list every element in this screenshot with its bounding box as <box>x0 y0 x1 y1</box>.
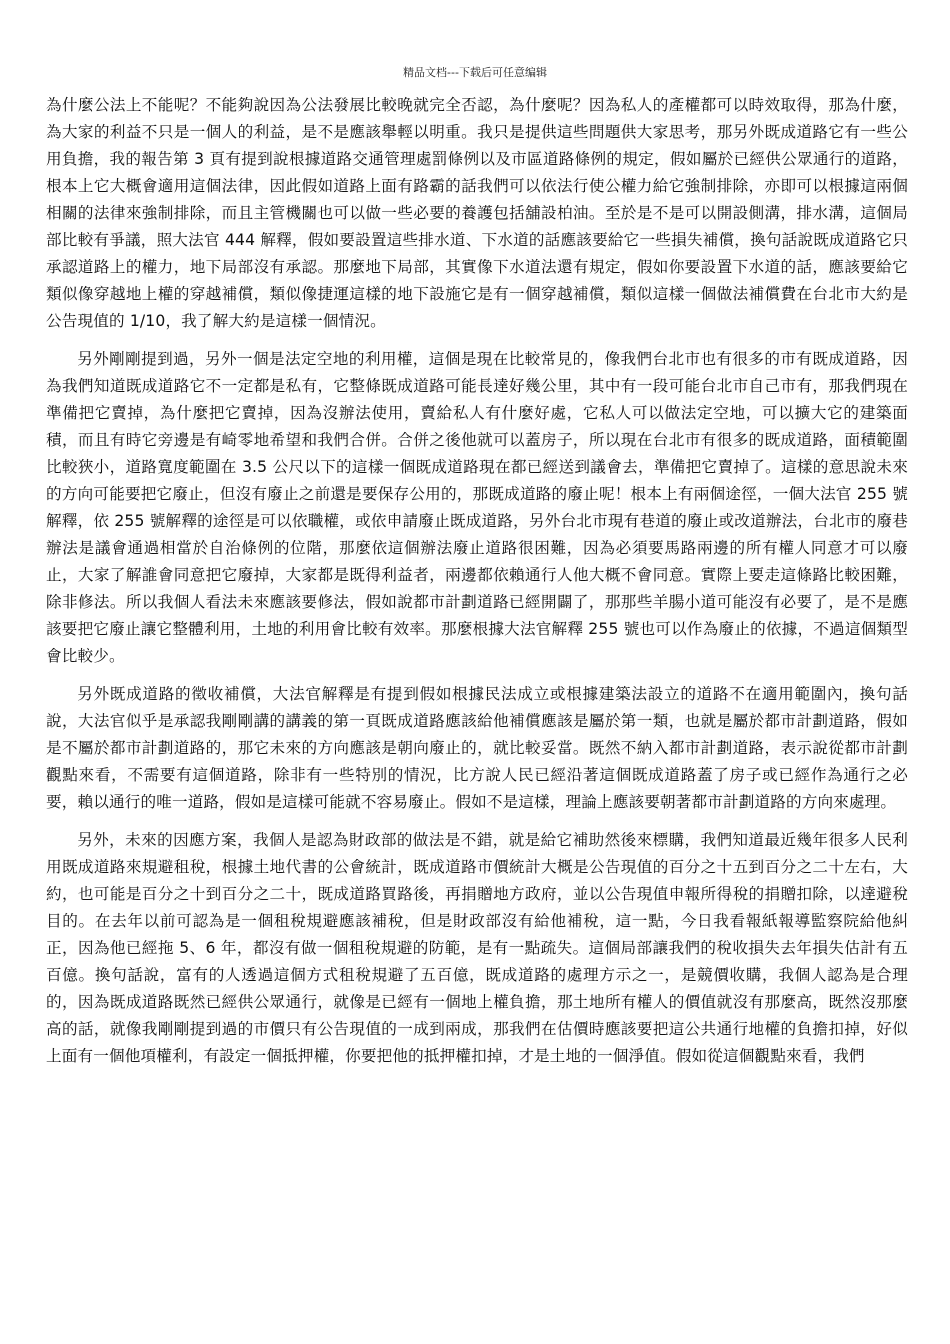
page-header: 精品文档---下载后可任意编辑 <box>403 66 547 79</box>
paragraph-4: 另外，未來的因應方案，我個人是認為財政部的做法是不錯，就是給它補助然後來標購，我們知道最近幾年很多人民利用既成道路來規避租稅，根據土地代書的公會統計，既成道路市價統計大概是公告現值的百分之十五到百分之二十左右，大約，也可能是百分之十到百分之二十，既成道路買路後，再捐贈地方政府，並以公告現值申報所得稅的捐贈扣除，以達避稅目的。在去年以前可認為是一個租稅規避應該補稅，但是財政部沒有給他補稅，這一點，今日我看報紙報導監察院給他糾正，因為他已經拖 5、6 年，都沒有做一個租稅規避的防範，是有一點疏失。這個局部讓我們的稅收損失去年損失估計有五百億。換句話說，富有的人透過這個方式租稅規避了五百億，既成道路的處理方示之一，是競價收購，我個人認為是合理的，因為既成道路既然已經供公眾通行，就像是已經有一個地上權負擔，那土地所有權人的價值就沒有那麼高，既然沒那麼高的話，就像我剛剛提到過的市價只有公告現值的一成到兩成，那我們在估價時應該要把這公共通行地權的負擔扣掉，好似上面有一個他項權利，有設定一個抵押權，你要把他的抵押權扣掉，才是土地的一個淨值。假如從這個觀點來看，我們 <box>46 831 908 1065</box>
paragraph-1: 為什麼公法上不能呢？不能夠說因為公法發展比較晚就完全否認，為什麼呢？因為私人的產權都可以時效取得，那為什麼，為大家的利益不只是一個人的利益，是不是應該舉輕以明重。我只是提供這些問題供大家思考，那另外既成道路它有一些公用負擔，我的報告第 3 頁有提到說根據道路交通管理處罰條例以及市區道路條例的規定，假如屬於已經供公眾通行的道路，根本上它大概會適用這個法律，因此假如道路上面有路霸的話我們可以依法行使公權力給它強制排除，亦即可以根據這兩個相關的法律來強制排除，而且主管機關也可以做一些必要的養護包括舖設柏油。至於是不是可以開設側溝，排水溝，這個局部比較有爭議，照大法官 444 解釋，假如要設置這些排水道、下水道的話應該要給它一些損失補償，換句話說既成道路它只承認道路上的權力，地下局部沒有承認。那麼地下局部，其實像下水道法還有規定，假如你要設置下水道的話，應該要給它類似像穿越地上權的穿越補償，類似像捷運這樣的地下設施它是有一個穿越補償，類似這樣一個做法補償費在台北市大約是公告現值的 1/10，我了解大約是這樣一個情況。 <box>46 96 908 330</box>
paragraph-3: 另外既成道路的徵收補償，大法官解釋是有提到假如根據民法成立或根據建築法設立的道路不在適用範圍內，換句話說，大法官似乎是承認我剛剛講的講義的第一頁既成道路應該給他補償應該是屬於第一類，也就是屬於都市計劃道路，假如是不屬於都市計劃道路的，那它未來的方向應該是朝向廢止的，就比較妥當。既然不納入都市計劃道路，表示說從都市計劃觀點來看，不需要有這個道路，除非有一些特別的情況，比方說人民已經沿著這個既成道路蓋了房子或已經作為通行之必要，賴以通行的唯一道路，假如是這樣可能就不容易廢止。假如不是這樣，理論上應該要朝著都市計劃道路的方向來處理。 <box>46 685 908 811</box>
document-body <box>46 92 908 1081</box>
paragraph-2: 另外剛剛提到過，另外一個是法定空地的利用權，這個是現在比較常見的，像我們台北市也有很多的市有既成道路，因為我們知道既成道路它不一定都是私有，它整條既成道路可能長達好幾公里，其中有一段可能台北市自己市有，那我們現在準備把它賣掉，為什麼把它賣掉，因為沒辦法使用，賣給私人有什麼好處，它私人可以做法定空地，可以擴大它的建築面積，而且有時它旁邊是有崎零地希望和我們合併。合併之後他就可以蓋房子，所以現在台北市有很多的既成道路，面積範圍比較狹小，道路寬度範圍在 3.5 公尺以下的這樣一個既成道路現在都已經送到議會去，準備把它賣掉了。這樣的意思說未來的方向可能要把它廢止，但沒有廢止之前還是要保存公用的，那既成道路的廢止呢！根本上有兩個途徑，一個大法官 255 號解釋，依 255 號解釋的途徑是可以依職權，或依申請廢止既成道路，另外台北市現有巷道的廢止或改道辦法，台北市的廢巷辦法是議會通過相當於自治條例的位階，那麼依這個辦法廢止道路很困難，因為必須要馬路兩邊的所有權人同意才可以廢止，大家了解誰會同意把它廢掉，大家都是既得利益者，兩邊都依賴通行人他大概不會同意。實際上要走這條路比較困難，除非修法。所以我個人看法未來應該要修法，假如說都市計劃道路已經開闢了，那那些羊腸小道可能沒有必要了，是不是應該要把它廢止讓它整體利用，土地的利用會比較有效率。那麼根據大法官解釋 255 號也可以作為廢止的依據，不過這個類型會比較少。 <box>46 350 908 665</box>
